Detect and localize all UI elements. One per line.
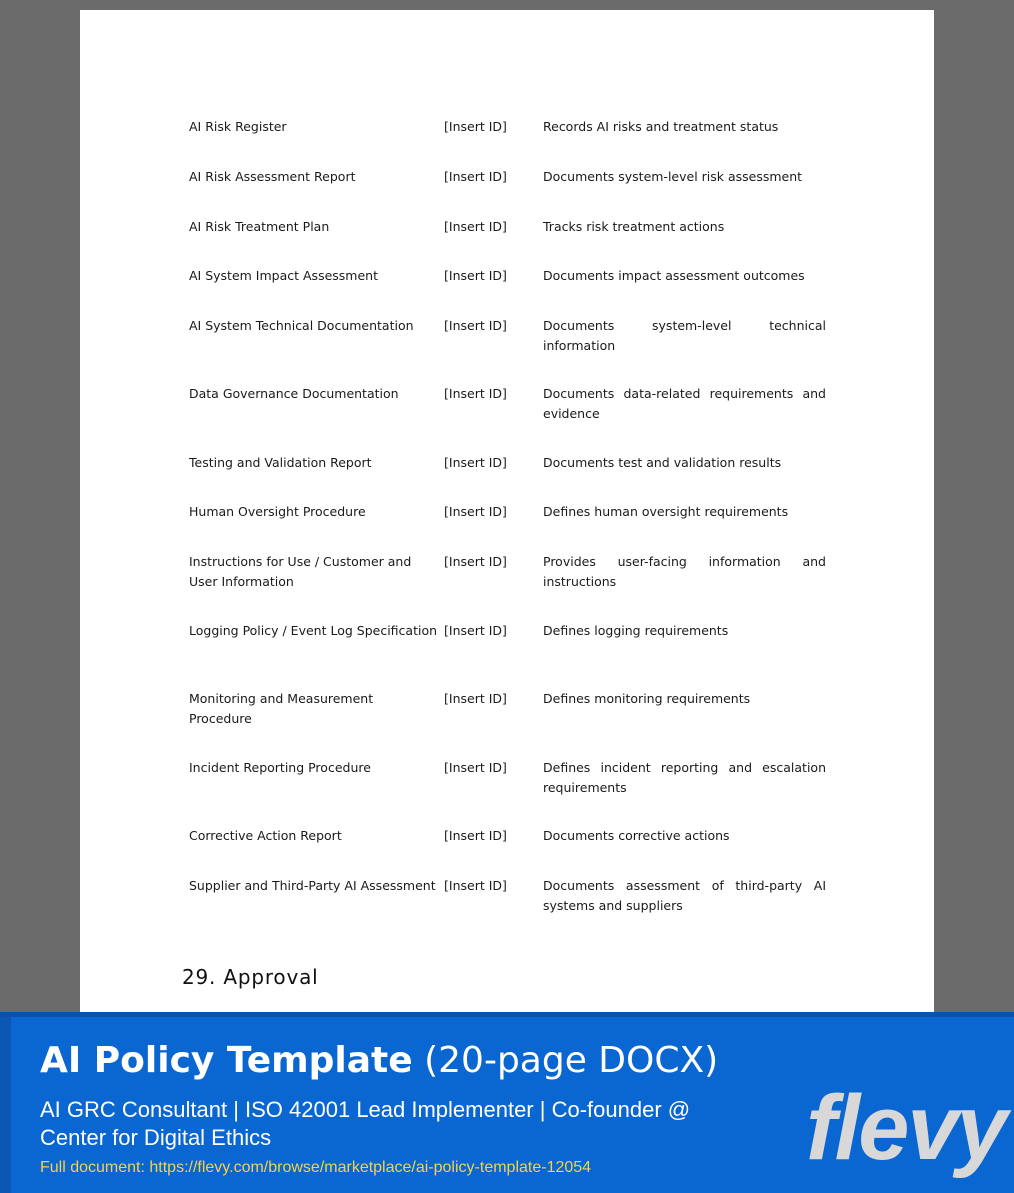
document-id: [Insert ID]: [444, 169, 507, 184]
document-id: [Insert ID]: [444, 386, 507, 401]
document-name: AI System Impact Assessment: [189, 268, 378, 283]
promo-banner: [0, 1012, 1014, 1193]
document-id: [Insert ID]: [444, 455, 507, 470]
document-id: [Insert ID]: [444, 828, 507, 843]
document-id: [Insert ID]: [444, 119, 507, 134]
document-name: Corrective Action Report: [189, 828, 342, 843]
document-name: Logging Policy / Event Log Specification: [189, 623, 438, 638]
document-page: [80, 10, 934, 1012]
document-description: Documents test and validation results: [543, 455, 782, 470]
document-name: AI Risk Register: [189, 119, 287, 134]
document-name: Incident Reporting Procedure: [189, 760, 371, 775]
document-description: Documents data-related requirements and evidence: [543, 386, 826, 421]
document-id: [Insert ID]: [444, 878, 507, 893]
document-description: Documents system-level technical information: [543, 318, 826, 353]
document-description: Defines monitoring requirements: [543, 691, 751, 706]
banner-left-stripe: [0, 1017, 11, 1193]
banner-title-rest: (20-page DOCX): [412, 1040, 719, 1081]
flevy-logo: flevy: [806, 1077, 1006, 1179]
document-name: Monitoring and Measurement Procedure: [189, 691, 374, 726]
document-description: Documents assessment of third-party AI systems and suppliers: [543, 878, 826, 913]
document-name: AI Risk Assessment Report: [189, 169, 356, 184]
document-description: Documents impact assessment outcomes: [543, 268, 805, 283]
section-heading: 29. Approval: [182, 965, 319, 989]
document-name: Instructions for Use / Customer and User Information: [189, 554, 412, 589]
document-id: [Insert ID]: [444, 691, 507, 706]
document-description: Provides user-facing information and instructions: [543, 554, 826, 589]
document-description: Tracks risk treatment actions: [543, 219, 725, 234]
document-description: Documents system-level risk assessment: [543, 169, 803, 184]
document-id: [Insert ID]: [444, 268, 507, 283]
banner-top-stripe: [0, 1012, 1014, 1017]
document-description: Defines logging requirements: [543, 623, 729, 638]
document-id: [Insert ID]: [444, 623, 507, 638]
document-name: Supplier and Third-Party AI Assessment: [189, 878, 436, 893]
banner-subtitle: AI GRC Consultant | ISO 42001 Lead Implementer | Co-founder @ Center for Digital Ethics: [40, 1097, 691, 1150]
document-id: [Insert ID]: [444, 760, 507, 775]
banner-link[interactable]: Full document: https://flevy.com/browse/marketplace/ai-policy-template-12054: [40, 1159, 592, 1176]
document-description: Documents corrective actions: [543, 828, 730, 843]
document-id: [Insert ID]: [444, 219, 507, 234]
document-name: Data Governance Documentation: [189, 386, 399, 401]
banner-title-bold: AI Policy Template: [40, 1040, 413, 1081]
banner-title: [40, 1034, 718, 1088]
document-id: [Insert ID]: [444, 318, 507, 333]
document-description: Defines incident reporting and escalation requirements: [543, 760, 826, 795]
document-description: Records AI risks and treatment status: [543, 119, 779, 134]
document-name: AI Risk Treatment Plan: [189, 219, 330, 234]
document-name: Testing and Validation Report: [189, 455, 372, 470]
document-name: Human Oversight Procedure: [189, 504, 366, 519]
document-id: [Insert ID]: [444, 504, 507, 519]
document-description: Defines human oversight requirements: [543, 504, 789, 519]
document-id: [Insert ID]: [444, 554, 507, 569]
document-name: AI System Technical Documentation: [189, 318, 414, 333]
